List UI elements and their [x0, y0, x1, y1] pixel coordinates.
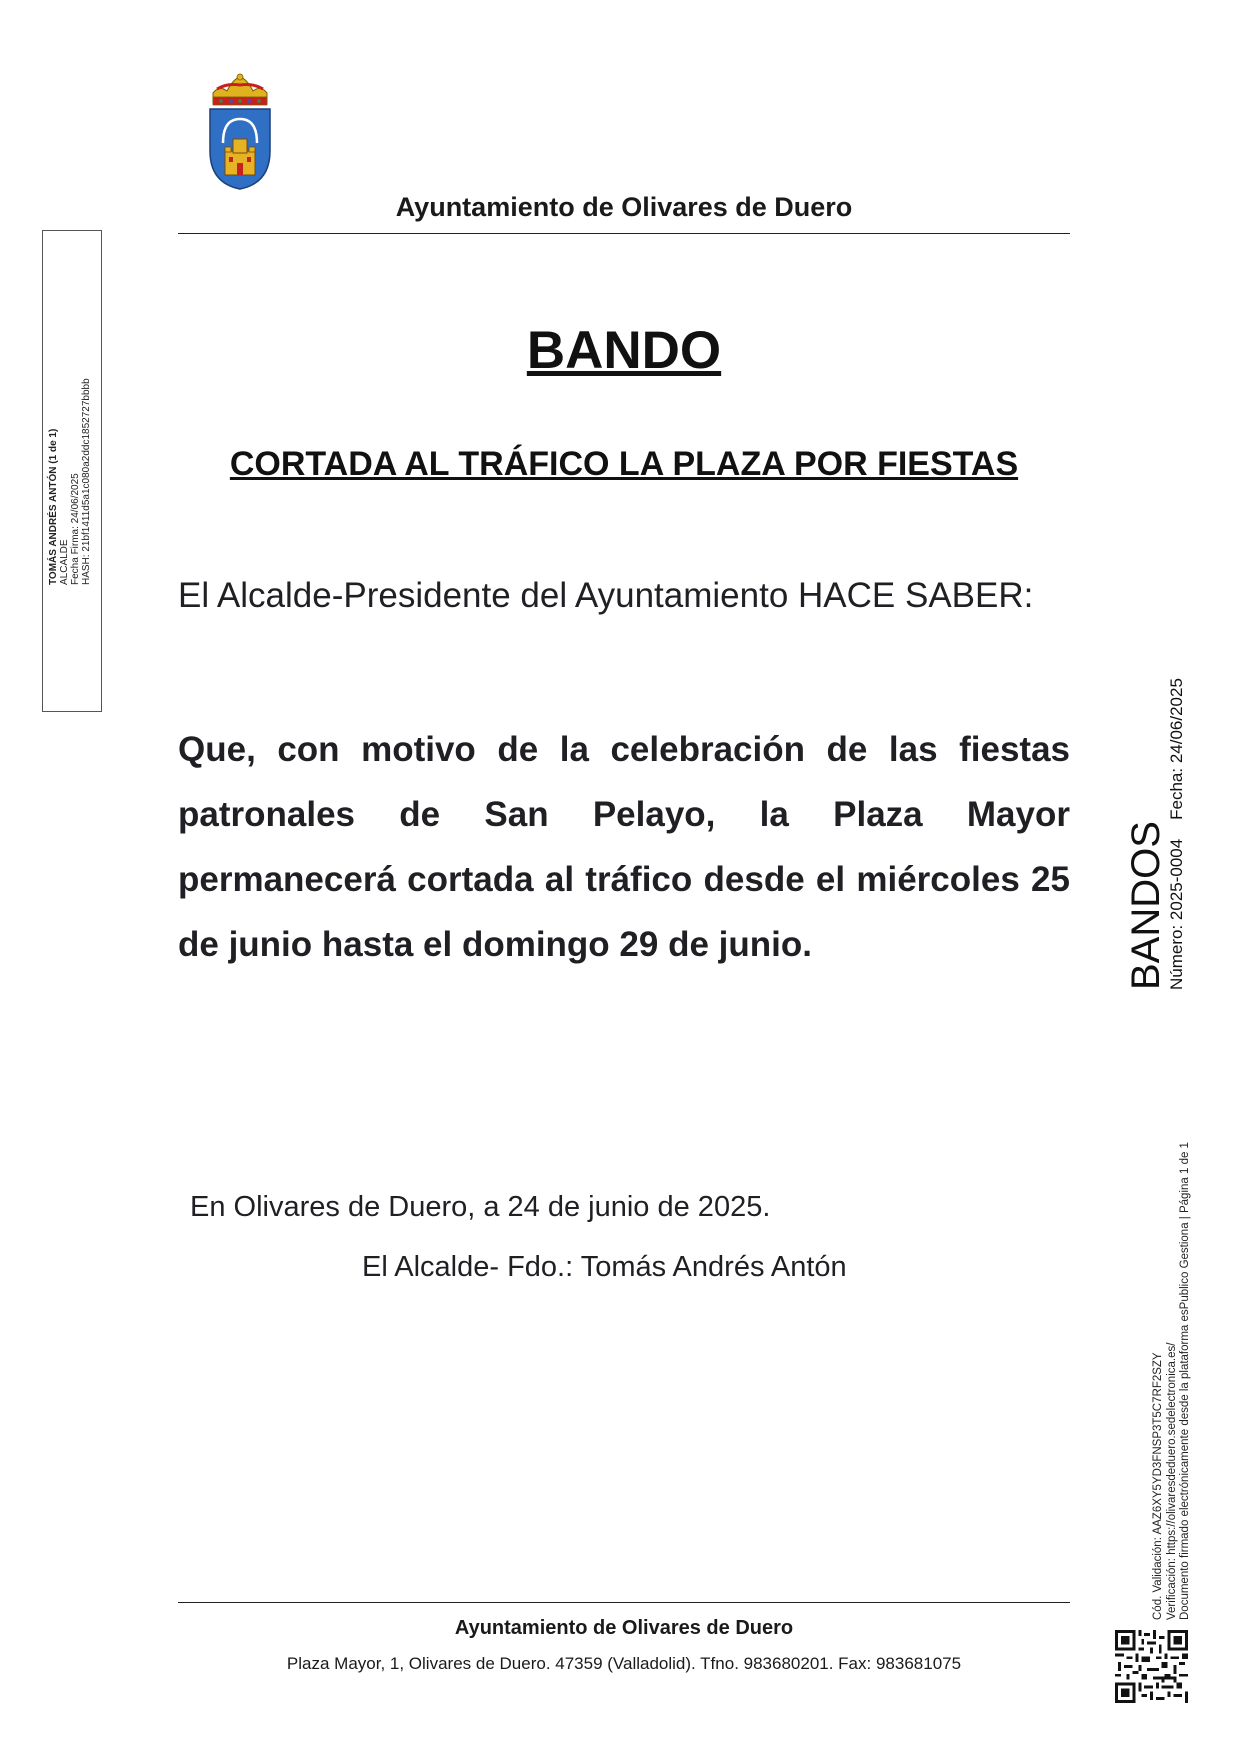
validation-url: Verificación: https://olivaresdeduero.sedelectronica.es/ — [1165, 1342, 1178, 1620]
header-divider — [178, 233, 1070, 234]
header-title: Ayuntamiento de Olivares de Duero — [395, 192, 853, 222]
validation-code: Cód. Validación: AAZ6XY5YD3FNSP3T5C7RF2SZY — [1152, 1352, 1164, 1620]
signature-hash: HASH: 21bf1411d5a1c080a2ddc1852727bbbb — [81, 378, 92, 585]
body-paragraph: Que, con motivo de la celebración de las fiestas patronales de San Pelayo, la Plaza Mayor permanecerá cortada al tráfico desde el miércoles 25 de junio hasta el domingo 29 de junio. — [178, 730, 1070, 964]
footer-divider — [178, 1602, 1070, 1603]
registry-meta — [1168, 678, 1185, 990]
document-heading: BANDO — [526, 321, 722, 380]
coat-of-arms-icon — [205, 73, 275, 193]
footer-address: Plaza Mayor, 1, Olivares de Duero. 47359 (Valladolid). Tfno. 983680201. Fax: 983681075 — [286, 1654, 962, 1673]
place-and-date: En Olivares de Duero, a 24 de junio de 2025. — [190, 1191, 771, 1223]
registry-number: Número: 2025-0004 — [1167, 838, 1186, 990]
signature-stamp — [48, 378, 92, 585]
intro-paragraph: El Alcalde-Presidente del Ayuntamiento HACE SABER: — [178, 576, 1034, 615]
validation-note: Documento firmado electrónicamente desde la plataforma esPublico Gestiona | Página 1 de 1 — [1179, 1142, 1191, 1620]
registry-stamp — [1126, 678, 1185, 990]
qr-code-icon[interactable] — [1115, 1630, 1188, 1703]
registry-category: BANDOS — [1124, 821, 1168, 990]
validation-block — [1152, 1142, 1193, 1620]
signature-role: ALCALDE — [59, 539, 70, 585]
footer-name: Ayuntamiento de Olivares de Duero — [454, 1617, 794, 1639]
document-subheading: CORTADA AL TRÁFICO LA PLAZA POR FIESTAS — [229, 445, 1019, 483]
signature-signer: TOMÁS ANDRÉS ANTÓN (1 de 1) — [48, 428, 59, 585]
signature-line: El Alcalde- Fdo.: Tomás Andrés Antón — [362, 1251, 847, 1283]
signature-date: Fecha Firma: 24/06/2025 — [70, 473, 81, 585]
registry-date: Fecha: 24/06/2025 — [1167, 678, 1186, 820]
